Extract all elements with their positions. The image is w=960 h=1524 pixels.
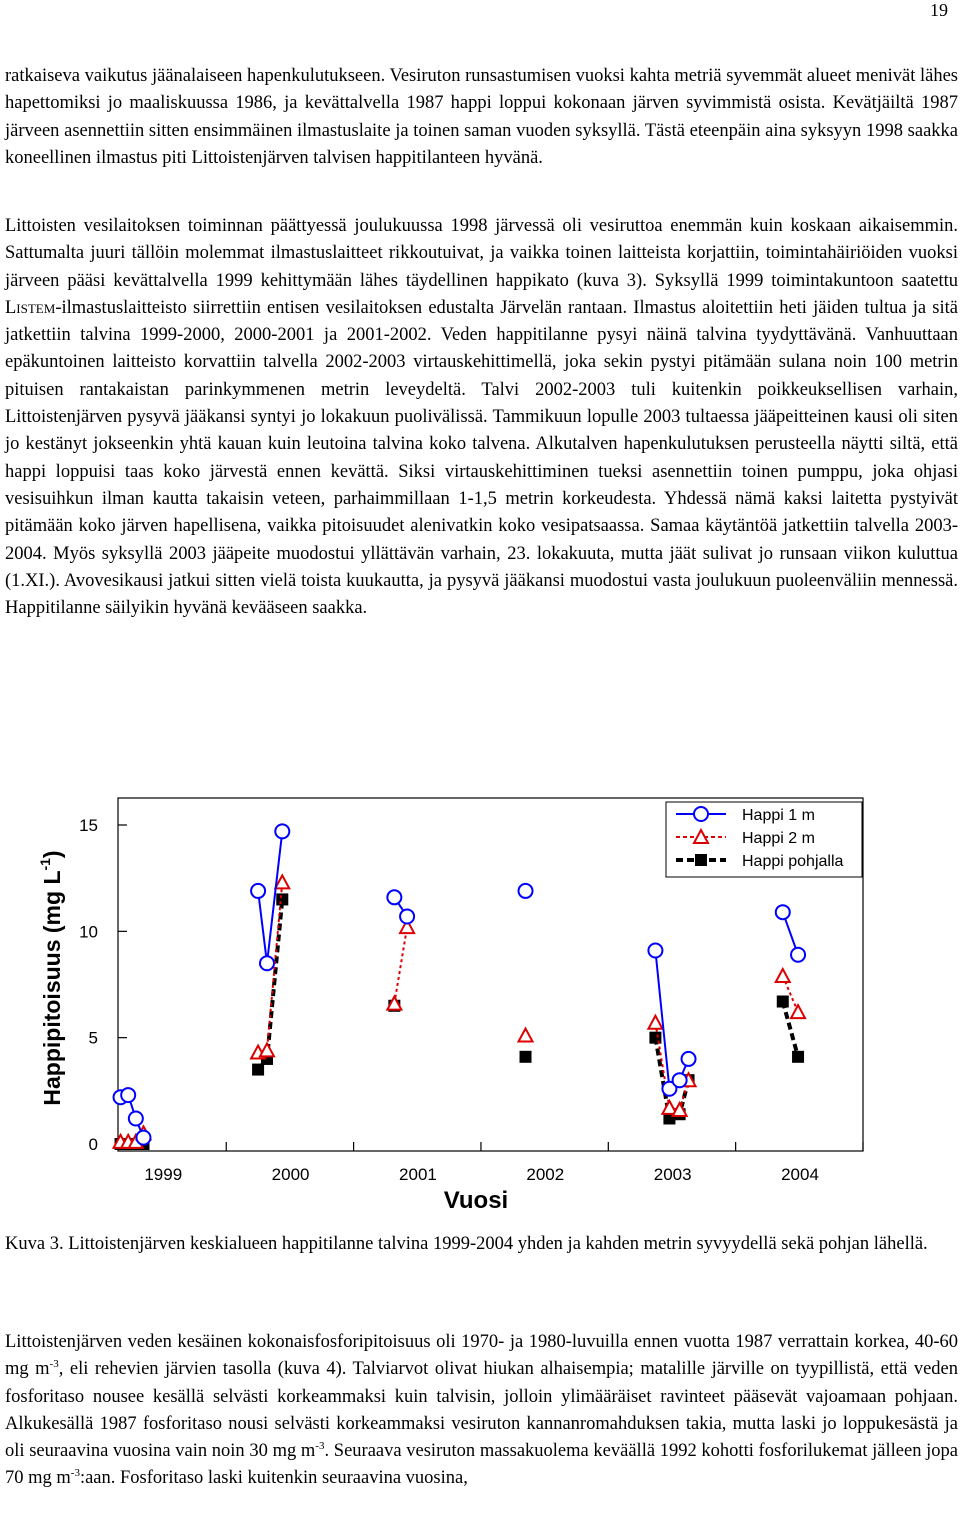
data-point-1m (400, 909, 414, 923)
x-tick-label: 1999 (144, 1165, 183, 1184)
data-point-pohja (792, 1051, 804, 1063)
y-tick-label: 5 (88, 1028, 98, 1048)
data-point-1m (648, 943, 662, 957)
data-point-1m (275, 824, 289, 838)
data-point-1m (519, 884, 533, 898)
legend-marker-1m (694, 807, 708, 821)
series-line (394, 927, 407, 1004)
data-point-1m (387, 890, 401, 904)
data-point-1m (136, 1131, 150, 1145)
data-point-2m (519, 1029, 533, 1042)
legend-label-pohja: Happi pohjalla (742, 853, 844, 870)
data-point-2m (260, 1043, 274, 1056)
data-point-1m (673, 1073, 687, 1087)
data-point-1m (251, 884, 265, 898)
listem-brand: Listem (5, 297, 56, 318)
page-number: 19 (930, 0, 948, 20)
figure-caption: Kuva 3. Littoistenjärven keskialueen happitilanne talvina 1999-2004 yhden ja kahden metrin syvyydellä sekä pohjan lähellä. (5, 1234, 928, 1254)
x-axis-ticks (144, 1142, 863, 1184)
data-point-1m (776, 905, 790, 919)
y-axis-label-sup: -1 (37, 858, 53, 871)
data-point-2m (791, 1005, 805, 1018)
paragraph-2 (5, 213, 958, 622)
data-point-1m (260, 956, 274, 970)
series-line (655, 950, 688, 1088)
data-point-pohja (777, 996, 789, 1008)
x-tick-label: 2001 (399, 1165, 437, 1184)
paragraph-3-a: Littoistenjärven veden kesäinen kokonaisfosforipitoisuus oli 1970- ja 1980-luvuilla ennen vuotta 1987 verrattain korkea, 40-60 mg m (5, 1332, 958, 1380)
data-point-1m (791, 948, 805, 962)
y-tick-label: 0 (88, 1135, 98, 1154)
paragraph-3-b: , eli rehevien järvien tasolla (kuva 4). Talviarvot olivat hiukan alhaisempia; matalille järville on tyypillistä, että veden fosforitaso nousee kesällä selvästi korkeammaksi kuin talvisin, jolloin ylimääräiset ravinteet pääsevät vajoamaan pohjaan. Alkukesällä 1987 fosforitaso nousi selvästi korkeammaksi vesiruton kannanromahduksen takia, mutta laski jo loppukesästä ja oli seuraavina vuosina vain noin 30 mg m (5, 1359, 958, 1462)
paragraph-3-d: :aan. Fosforitaso laski kuitenkin seuraavina vuosina, (79, 1468, 468, 1489)
paragraph-2-part-1: Littoisten vesilaitoksen toiminnan päättyessä joulukuussa 1998 järvessä oli vesiruttoa enemmän kuin koskaan aikaisemmin. Sattumalta juuri tällöin molemmat ilmastuslaitteet rikkoutuivat, ja vaikka toinen laitteista korjattiin, toimintahäiriöiden vuoksi järveen pääsi kevättalvella 1999 kehittymään lähes täydellinen happikato (kuva 3). Syksyllä 1999 toimintakuntoon saatettu (5, 216, 958, 291)
paragraph-1: ratkaiseva vaikutus jäänalaiseen hapenkulutukseen. Vesiruton runsastumisen vuoksi kahta metriä syvemmät alueet menivät lähes hapettomiksi jo maaliskuussa 1986, ja kevättalvella 1987 happi loppui kokonaan järven syvimmistä osista. Kevätjäiltä 1987 järveen asennettiin sitten ensimmäinen ilmastuslaite ja toinen saman vuoden syksyllä. Tästä eteenpäin aina syksyyn 1998 saakka koneellinen ilmastus piti Littoistenjärven talvisen happitilanteen hyvänä. (5, 66, 958, 168)
data-point-pohja (276, 893, 288, 905)
legend-label-2m: Happi 2 m (742, 830, 815, 847)
paragraph-3-sup-1: -3 (49, 1358, 59, 1371)
legend-label-1m: Happi 1 m (742, 807, 815, 824)
y-tick-label: 15 (79, 816, 98, 835)
data-point-1m (682, 1052, 696, 1066)
x-tick-label: 2004 (781, 1165, 819, 1184)
paragraph-3-sup-2: -3 (315, 1440, 325, 1453)
y-axis-label-main: Happipitoisuus (mg L (39, 870, 65, 1106)
oxygen-chart (0, 780, 960, 1220)
data-point-pohja (649, 1032, 661, 1044)
legend-marker-pohja (695, 854, 707, 866)
data-point-pohja (520, 1051, 532, 1063)
legend (666, 802, 862, 877)
x-tick-label: 2002 (526, 1165, 565, 1184)
x-tick-label: 2000 (271, 1165, 310, 1184)
x-axis-label: Vuosi (443, 1187, 509, 1214)
y-axis-label (37, 850, 65, 1105)
paragraph-3-c: . Seuraava vesiruton massakuolema keväällä 1992 kohotti fosforilukemat jälleen jopa 70 mg m (5, 1441, 958, 1489)
paragraph-3 (5, 1329, 958, 1493)
data-point-1m (121, 1088, 135, 1102)
paragraph-2-part-2: -ilmastuslaitteisto siirrettiin entisen vesilaitoksen edustalta Järvelän rantaan. Ilmastus aloitettiin heti jäiden tultua ja sitä jatkettiin talvina 1999-2000, 2000-2001 ja 2001-2002. Veden happitilanne pysyi näinä talvina tyydyttävänä. Vanhuuttaan epäkuntoinen laitteisto korvattiin talvella 2002-2003 virtauskehittimellä, joka sekin pystyi pitämään sulana noin 100 metrin pituisen rantakaistan parinkymmenen metrin leveydeltä. Talvi 2002-2003 tuli kuitenkin poikkeuksellisen varhain, Littoistenjärven pysyvä jääkansi syntyi jo lokakuun puolivälissä. Tammikuun lopulle 2003 tultaessa jääpeitteinen kausi oli siten jo kestänyt jokseenkin yhtä kauan kuin leutoina talvina koko talvena. Alkutalven hapenkulutuksen perusteella näytti siltä, että happi loppuisi taas koko järvestä ennen kevättä. Siksi virtauskehittiminen tueksi asennettiin toinen pumppu, joka ohjasi vesisuihkun ilman kautta takaisin veteen, parhaimmillaan 1-1,5 metrin korkeudesta. Yhdessä nämä kaksi laitetta pystyivät pitämään koko järven hapellisena, vaikka pitoisuudet alenivatkin koko vesipatsaassa. Samaa käytäntöä jatkettiin talvella 2003-2004. Myös syksyllä 2003 jääpeite muodostui yllättävän varhain, 23. lokakuuta, mutta jäät sulivat jo runsaan viikon kuluttua (1.XI.). Avovesikausi jatkui sitten vielä toista kuukautta, ja pysyvä jääkansi muodostui vasta joulukuun puoleenväliin mennessä. Happitilanne säilyikin hyvänä kevääseen saakka. (5, 297, 958, 619)
data-point-pohja (252, 1064, 264, 1076)
y-tick-label: 10 (79, 922, 98, 942)
x-tick-label: 2003 (653, 1165, 692, 1184)
data-point-2m (648, 1016, 662, 1029)
data-point-2m (776, 969, 790, 982)
data-point-1m (129, 1111, 143, 1125)
paragraph-3-sup-3: -3 (70, 1467, 80, 1480)
y-axis-label-end: ) (39, 850, 65, 859)
